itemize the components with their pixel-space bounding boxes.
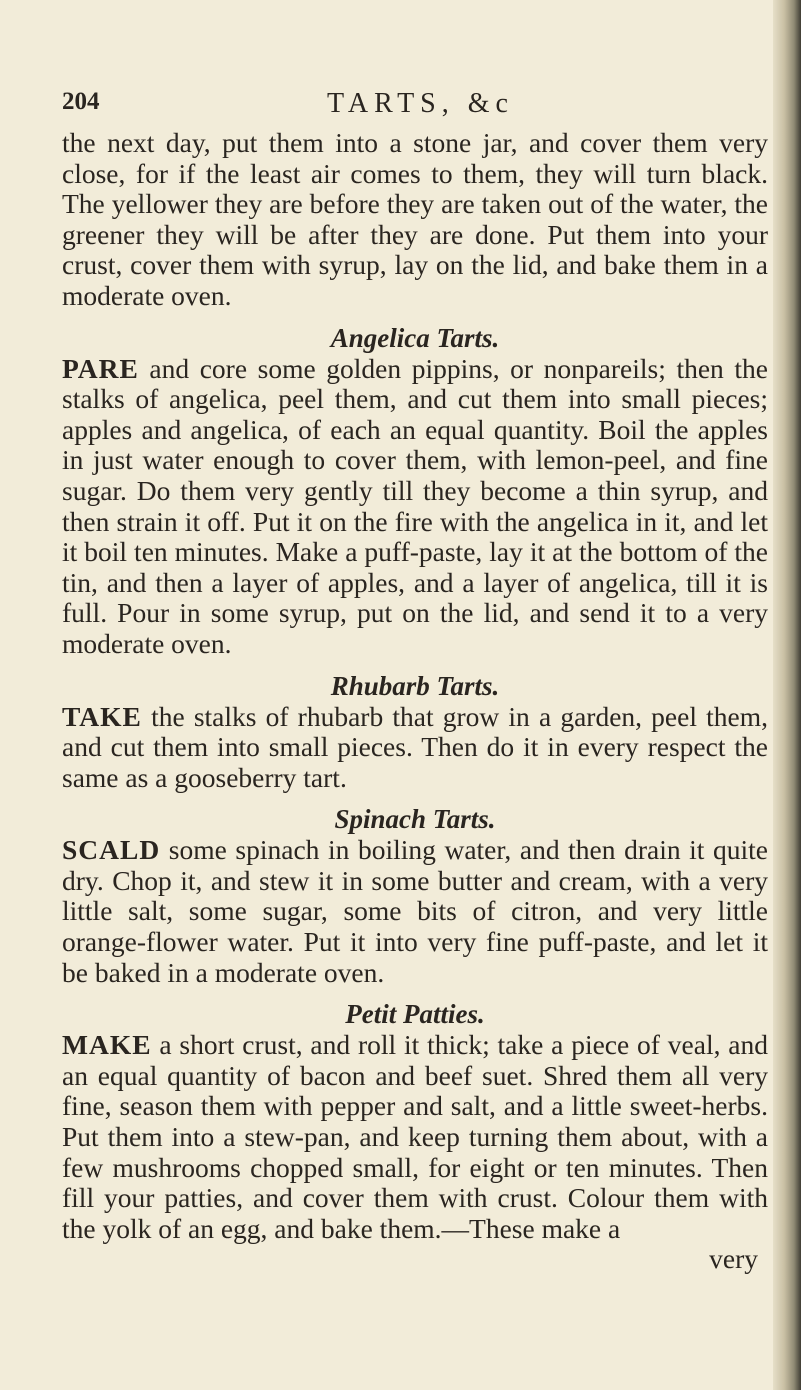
page-edge-shadow xyxy=(773,0,801,1390)
recipe-lead-word: MAKE xyxy=(62,1029,152,1061)
recipe-lead-word: TAKE xyxy=(62,700,142,732)
recipe-lead-word: SCALD xyxy=(62,834,161,866)
catchword: very xyxy=(709,1243,758,1275)
recipe-heading: Rhubarb Tarts. xyxy=(330,670,500,701)
recipe-angelica-tarts xyxy=(62,322,768,660)
recipe-lead-word: PARE xyxy=(62,352,139,384)
recipe-text: and core some golden pippins, or nonpareils; then the stalks of angelica, peel them, and cut them into small pieces; apples and angelica, of each an equal quantity. Boil the apples in just water enough to cover them, with lemon-peel, and fine sugar. Do them very gently till they become a thin syrup, and then strain it off. Put it on the fire with the angelica in it, and let it boil ten minutes. Make a puff-paste, lay it at the bottom of the tin, and then a layer of apples, and a layer of angelica, till it is full. Pour in some syrup, put on the lid, and send it to a very moderate oven. xyxy=(62,352,768,659)
recipe-paragraph xyxy=(62,835,768,988)
recipe-heading: Petit Patties. xyxy=(345,999,485,1030)
recipe-text: a short crust, and roll it thick; take a piece of veal, and an equal quantity of bacon and beef suet. Shred them all very fine, season them with pepper and salt, and a little sweet-herbs. Put them into a stew-pan, and keep turning them about, with a few mushrooms chopped small, for eight or ten minutes. Then fill your patties, and cover them with crust. Colour them with the yolk of an egg, and bake them.—These make a xyxy=(62,1029,768,1244)
recipe-rhubarb-tarts xyxy=(62,670,768,794)
recipe-text: the stalks of rhubarb that grow in a garden, peel them, and cut them into small pieces. Then do it in every respect the same as a gooseberry tart. xyxy=(62,700,768,793)
recipe-paragraph xyxy=(62,1030,768,1244)
page-body xyxy=(62,128,768,1275)
recipe-text: some spinach in boiling water, and then drain it quite dry. Chop it, and stew it in some butter and cream, with a very little salt, some sugar, some bits of citron, and very little orange-flower water. Put it into very fine puff-paste, and let it be baked in a moderate oven. xyxy=(62,834,768,988)
page-number: 204 xyxy=(62,88,100,115)
page-header xyxy=(62,88,768,122)
recipe-heading: Spinach Tarts. xyxy=(334,804,496,835)
recipe-paragraph xyxy=(62,354,768,660)
recipe-spinach-tarts xyxy=(62,803,768,988)
recipe-paragraph xyxy=(62,702,768,794)
intro-paragraph: the next day, put them into a stone jar, and cover them very close, for if the least air comes to them, they will turn black. The yellower they are before they are taken out of the water, the greener they will be after they are done. Put them into your crust, cover them with syrup, lay on the lid, and bake them in a moderate oven. xyxy=(62,127,768,311)
running-title: TARTS, &c xyxy=(327,88,514,119)
recipe-petit-patties xyxy=(62,998,768,1244)
recipe-heading: Angelica Tarts. xyxy=(330,322,500,353)
